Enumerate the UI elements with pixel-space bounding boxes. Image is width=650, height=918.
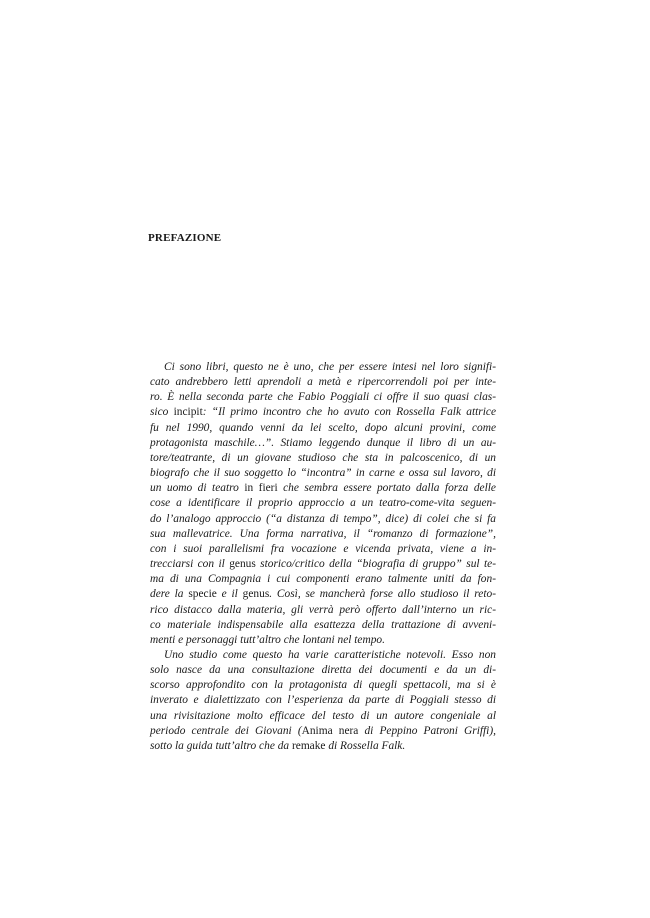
- text-line: [150, 512, 496, 527]
- section-title: PREFAZIONE: [148, 232, 222, 244]
- text-line: [150, 451, 496, 466]
- text-line: [150, 375, 496, 390]
- text-segment: tore/teatrante, di un giovane studioso che sta in palcoscenico, di un: [150, 451, 496, 464]
- text-segment: storico/critico della “biografia di gruppo” sul te-: [255, 558, 496, 571]
- text-segment: . Così, se mancherà forse allo studioso il reto-: [269, 588, 496, 601]
- text-line: [150, 542, 496, 557]
- roman-text-segment: genus: [242, 588, 270, 601]
- roman-text-segment: Anima nera: [301, 724, 359, 737]
- text-segment: protagonista maschile…”. Stiamo leggendo dunque il libro di un au-: [150, 436, 496, 449]
- roman-text-segment: incipit: [173, 406, 203, 419]
- paragraph-1: [150, 360, 496, 648]
- text-line: [150, 587, 496, 602]
- text-line: [150, 648, 496, 663]
- text-segment: do l’analogo approccio (“a distanza di tempo”, dice) di colei che si fa: [150, 512, 496, 525]
- text-segment: Ci sono libri, questo ne è uno, che per essere intesi nel loro signifi-: [164, 361, 496, 373]
- text-segment: e il: [216, 588, 243, 601]
- text-segment: co materiale indispensabile alla esattezza della trattazione di avveni-: [150, 618, 496, 631]
- text-segment: fu nel 1990, quando venni da lei scelto, dopo alcuni provini, come: [150, 421, 496, 434]
- text-line: [150, 481, 496, 496]
- text-line: [150, 557, 496, 572]
- text-segment: periodo centrale dei Giovani (: [150, 724, 302, 737]
- paragraph-2: [150, 648, 496, 754]
- text-line: [150, 360, 496, 375]
- text-segment: dere la: [150, 588, 189, 601]
- text-segment: : “Il primo incontro che ho avuto con Rossella Falk attrice: [202, 406, 497, 419]
- text-segment: con i suoi parallelismi fra vocazione e vicenda privata, viene a in-: [150, 542, 496, 555]
- text-line: [150, 572, 496, 587]
- text-line: [150, 724, 496, 739]
- text-segment: sua mallevatrice. Una forma narrativa, il “romanzo di formazione”,: [150, 527, 496, 540]
- text-segment: ma di una Compagnia i cui componenti erano talmente uniti da fon-: [150, 573, 496, 586]
- text-segment: cose a identificare il proprio approccio a un teatro-come-vita seguen-: [150, 497, 496, 510]
- text-segment: sico: [150, 406, 174, 419]
- text-line: [150, 603, 496, 618]
- text-segment: un uomo di teatro: [150, 482, 245, 495]
- text-line: [150, 663, 496, 678]
- text-segment: di Rossella Falk.: [325, 739, 406, 752]
- text-segment: solo nasce da una consultazione diretta dei documenti e da un di-: [150, 664, 496, 677]
- roman-text-segment: genus: [229, 558, 256, 571]
- text-line: [150, 405, 496, 420]
- roman-text-segment: specie: [188, 588, 217, 601]
- text-segment: menti e personaggi tutt’altro che lontani nel tempo.: [150, 633, 385, 646]
- preface-text: [150, 360, 496, 754]
- text-line: [150, 633, 496, 648]
- text-line: [150, 496, 496, 511]
- text-line: [150, 436, 496, 451]
- roman-text-segment: remake: [291, 739, 326, 752]
- text-segment: ro. È nella seconda parte che Fabio Poggiali ci offre il suo quasi clas-: [150, 391, 496, 404]
- text-segment: scorso approfondito con la protagonista di quegli spettacoli, ma si è: [150, 679, 496, 692]
- text-segment: trecciarsi con il: [150, 558, 230, 571]
- text-line: [150, 693, 496, 708]
- roman-text-segment: in fieri: [244, 482, 278, 495]
- text-segment: Uno studio come questo ha varie caratteristiche notevoli. Esso non: [164, 648, 496, 661]
- text-line: [150, 527, 496, 542]
- text-line: [150, 421, 496, 436]
- text-line: [150, 466, 496, 481]
- text-segment: rico distacco dalla materia, gli verrà però offerto dall’interno un ric-: [150, 603, 496, 616]
- text-line: [150, 709, 496, 724]
- text-segment: che sembra essere portato dalla forza delle: [277, 482, 496, 495]
- text-segment: una rivisitazione molto efficace del testo di un autore congeniale al: [150, 709, 496, 722]
- text-segment: cato andrebbero letti aprendoli a metà e ripercorrendoli poi per inte-: [150, 376, 496, 389]
- text-line: [150, 739, 496, 754]
- text-segment: biografo che il suo soggetto lo “incontra” in carne e ossa sul lavoro, di: [150, 467, 496, 480]
- text-line: [150, 678, 496, 693]
- text-segment: di Peppino Patroni Griffi),: [358, 724, 496, 737]
- text-line: [150, 618, 496, 633]
- text-segment: inverato e dialettizzato con l’esperienza da parte di Poggiali stesso di: [150, 694, 496, 707]
- text-line: [150, 390, 496, 405]
- text-segment: sotto la guida tutt’altro che da: [150, 739, 292, 752]
